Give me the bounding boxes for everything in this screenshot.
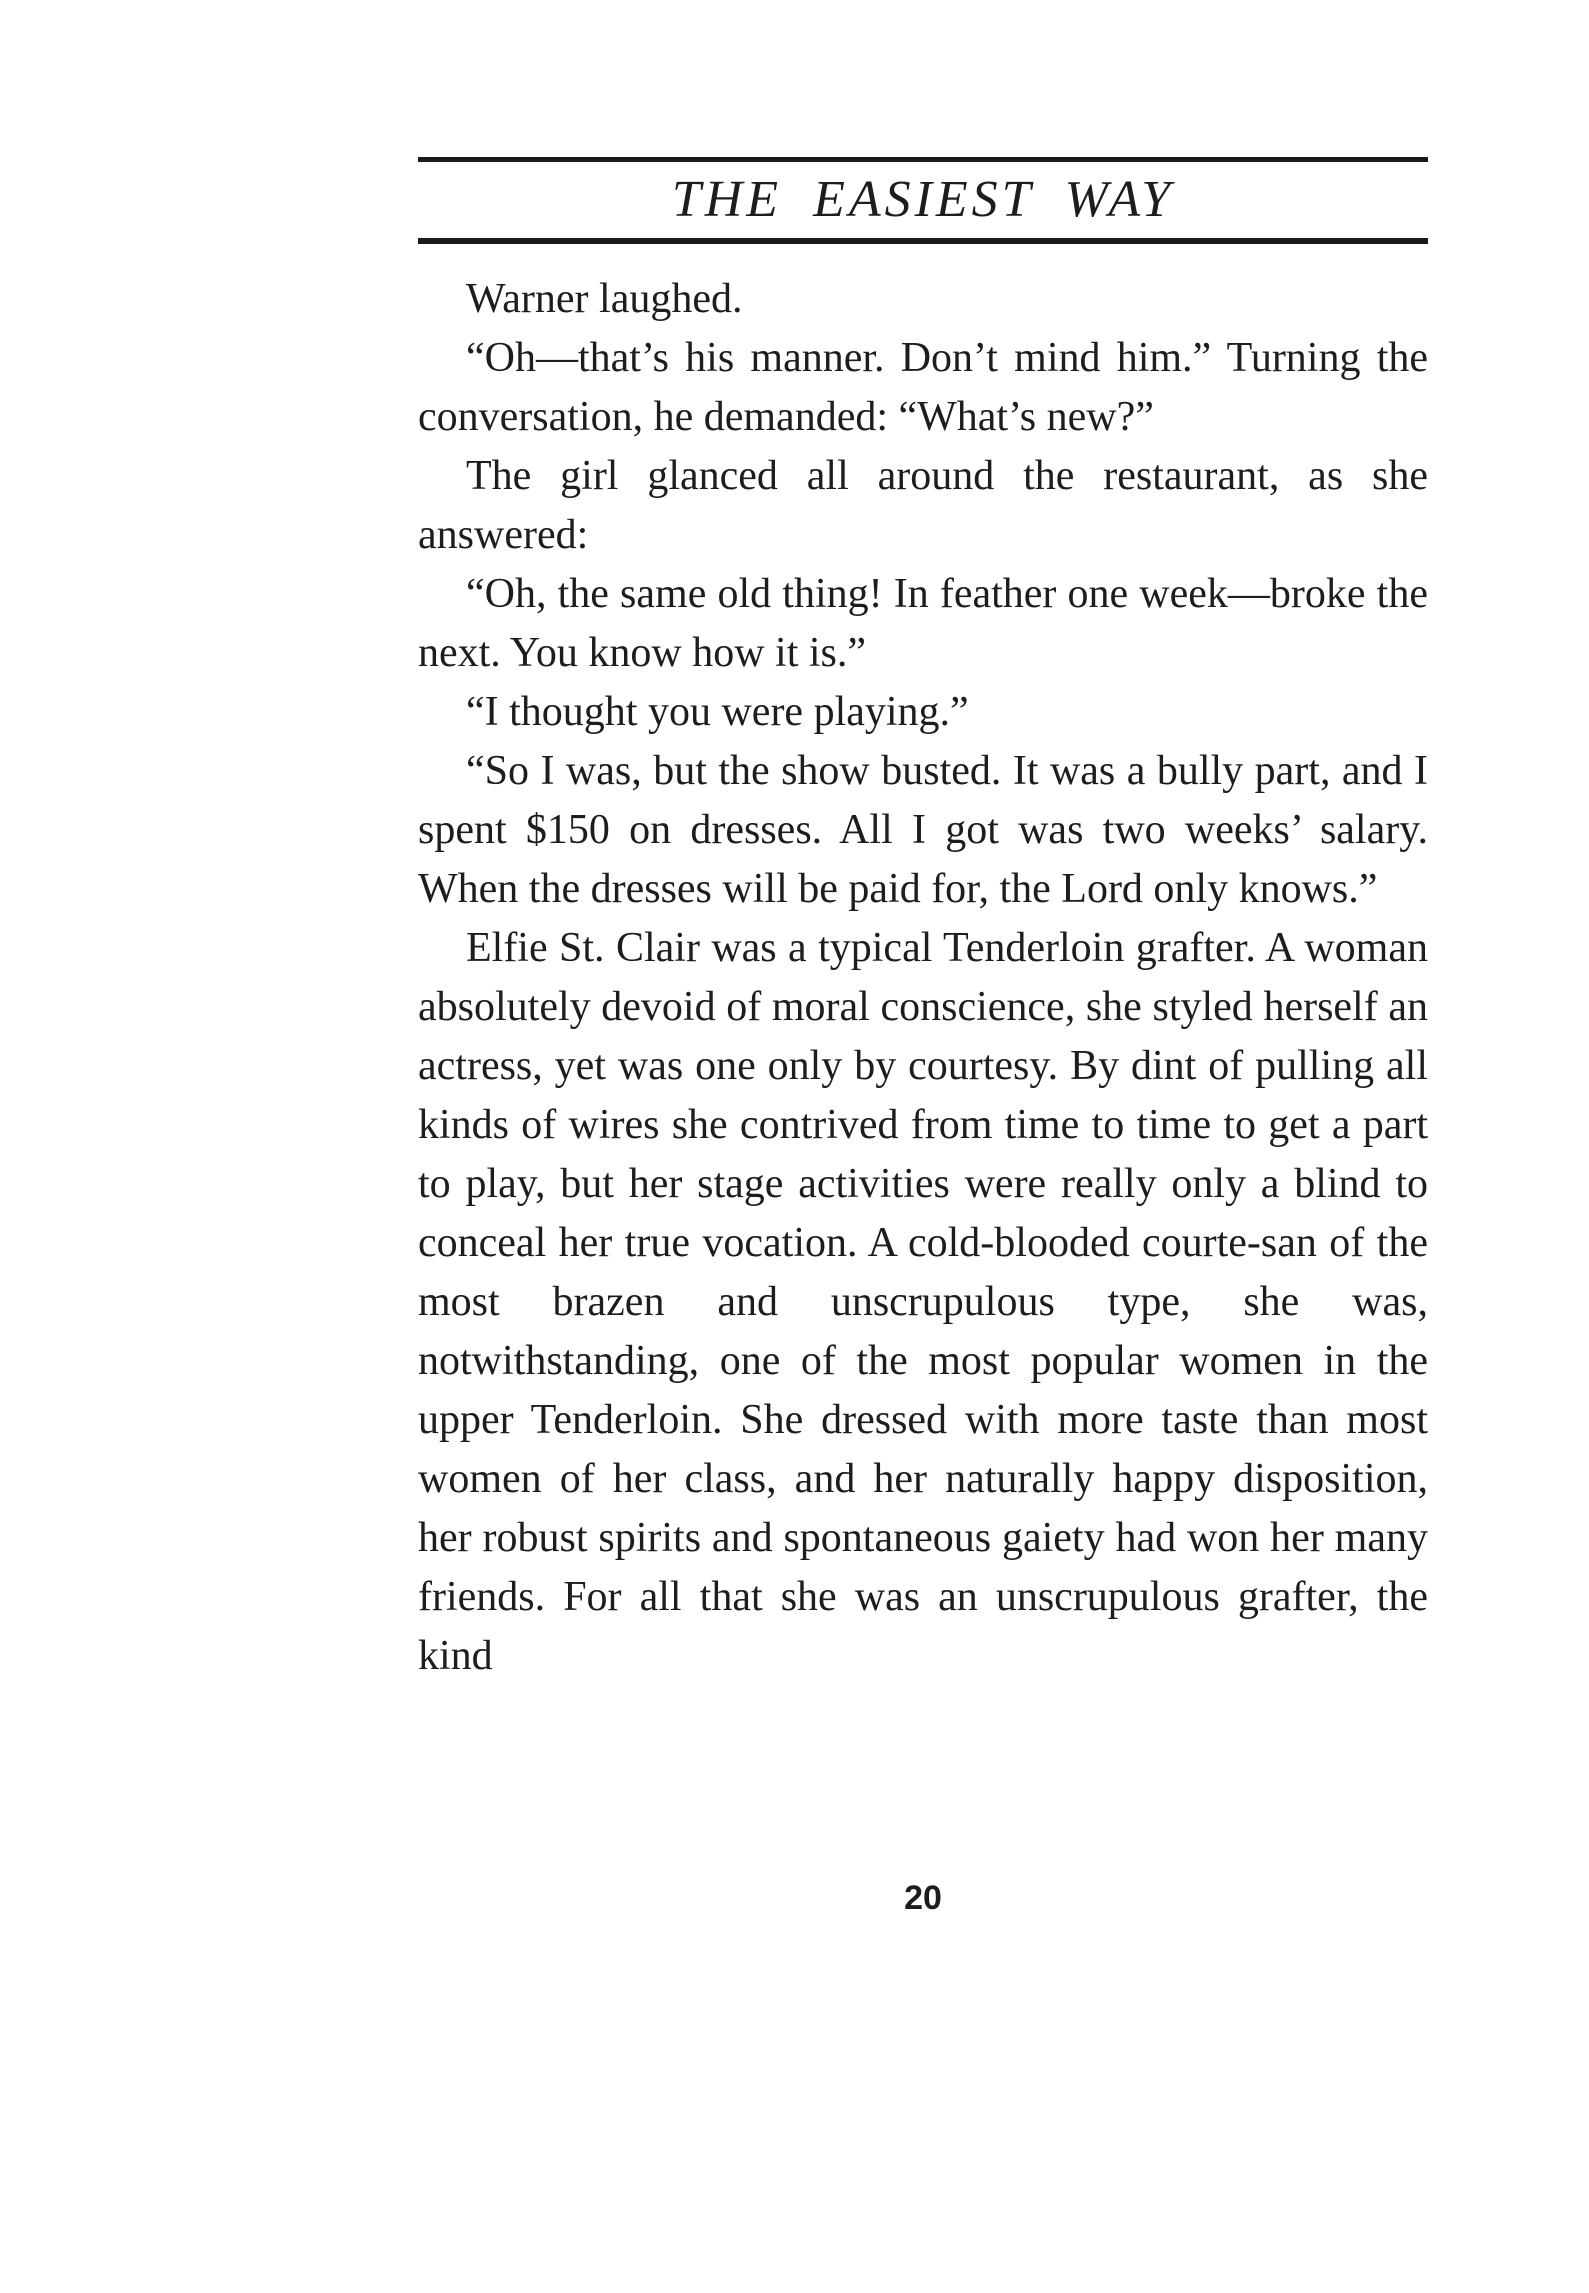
paragraph: “So I was, but the show busted. It was a bully part, and I spent $150 on dresses. All I got was two weeks’ salary. When the dresses will be paid for, the Lord only knows.” xyxy=(418,748,1428,912)
paragraph: “Oh, the same old thing! In feather one week—broke the next. You know how it is.” xyxy=(418,571,1428,676)
paragraph: “Oh—that’s his manner. Don’t mind him.” Turning the conversation, he demanded: “What’s new?” xyxy=(418,335,1428,440)
body-text xyxy=(418,270,1428,1686)
header-rule-bottom xyxy=(418,238,1428,244)
paragraph: Warner laughed. xyxy=(466,276,743,322)
paragraph: Elfie St. Clair was a typical Tenderloin grafter. A woman absolutely devoid of moral conscience, she styled herself an actress, yet was one only by courtesy. By dint of pulling all kinds of wires she contrived from time to time to get a part to play, but her stage activities were really only a blind to conceal her true vocation. A cold-blooded courte-san of the most brazen and unscrupulous type, she was, notwithstanding, one of the most popular women in the upper Tenderloin. She dressed with more taste than most women of her class, and her naturally happy disposition, her robust spirits and spontaneous gaiety had won her many friends. For all that she was an unscrupulous grafter, the kind xyxy=(418,925,1428,1679)
paragraph: The girl glanced all around the restaurant, as she answered: xyxy=(418,453,1428,558)
running-title: THE EASIEST WAY xyxy=(671,171,1175,228)
paragraph: “I thought you were playing.” xyxy=(466,689,969,735)
header-rule-top xyxy=(418,157,1428,162)
page-number: 20 xyxy=(904,1879,942,1917)
